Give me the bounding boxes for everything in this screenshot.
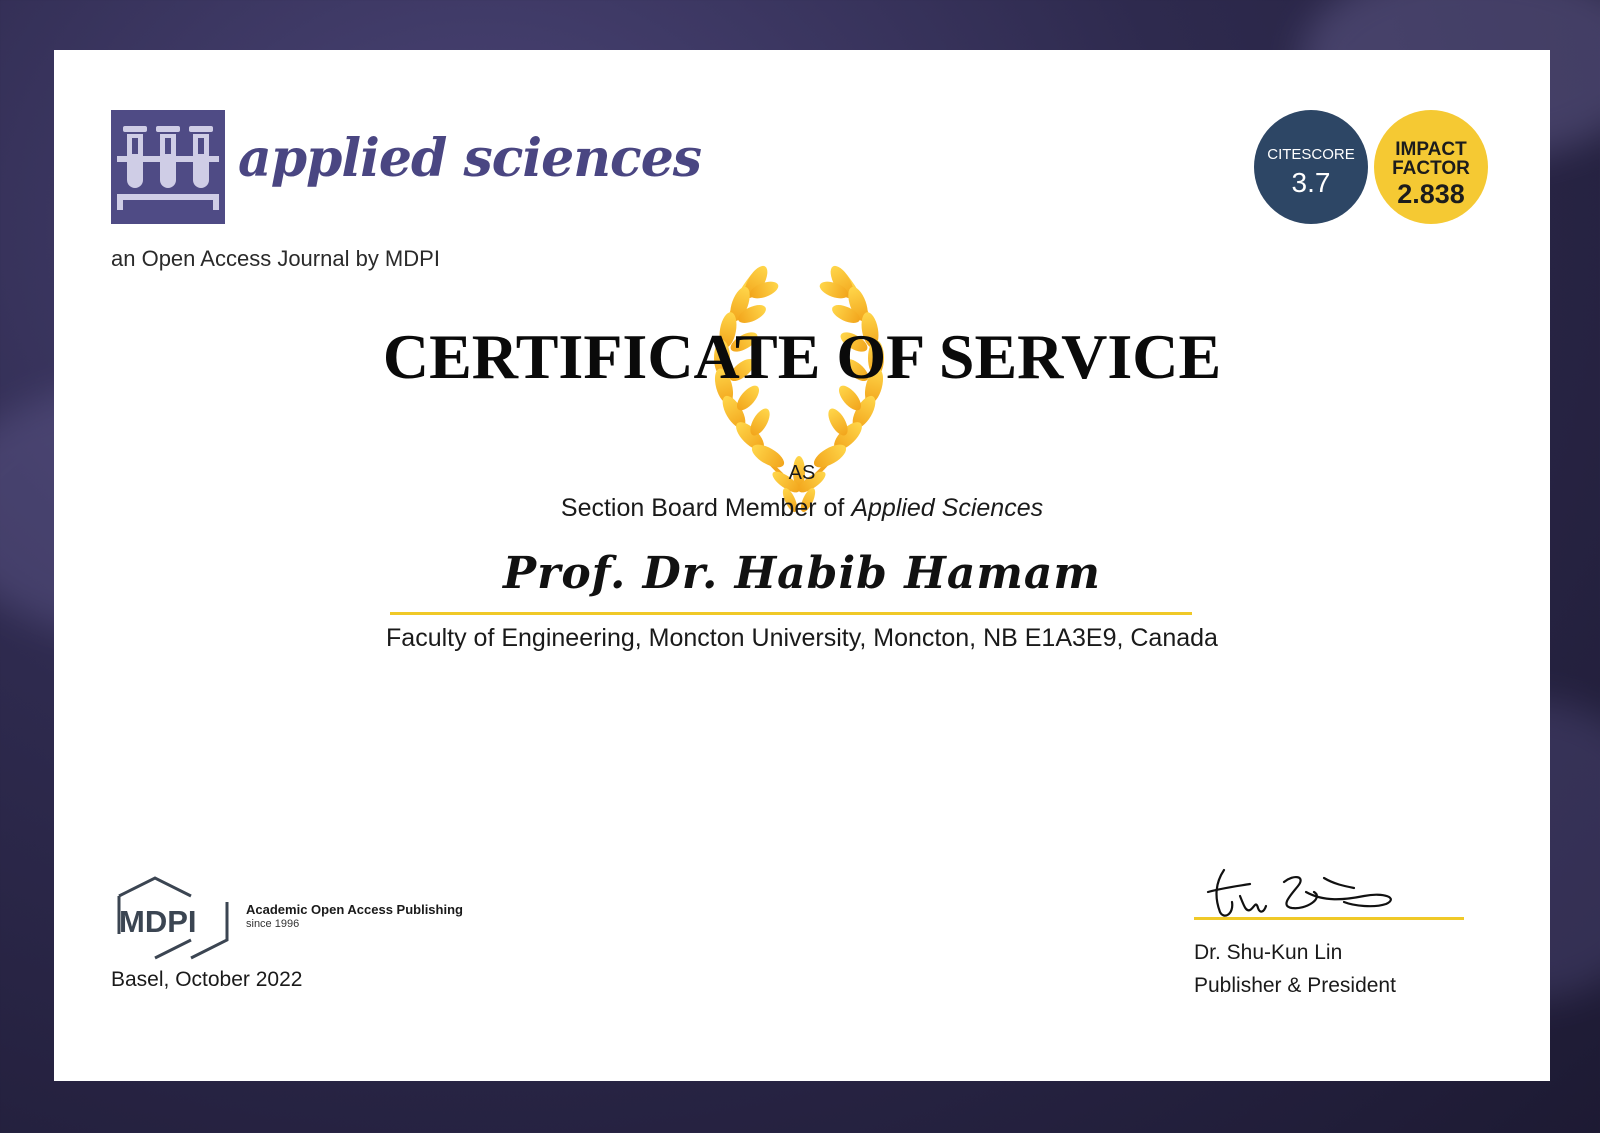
test-tube-rack-icon: [111, 110, 225, 224]
citescore-value: 3.7: [1291, 167, 1331, 198]
journal-logo: [111, 110, 225, 224]
recipient-name: Prof. Dr. Habib Hamam: [503, 548, 1101, 599]
signatory-name: Dr. Shu-Kun Lin: [1194, 941, 1343, 964]
as-label: AS: [788, 462, 816, 484]
mdpi-logo-text: MDPI: [119, 904, 197, 939]
role-prefix: Section Board Member of: [560, 494, 852, 522]
citescore-label: CITESCORE: [1267, 146, 1355, 163]
publisher-tagline: Academic Open Access Publishing: [246, 902, 463, 917]
recipient-affiliation: Faculty of Engineering, Moncton University, Moncton, NB E1A3E9, Canada: [386, 624, 1218, 652]
journal-name: applied sciences: [238, 128, 702, 189]
signatory-block: [1194, 936, 1396, 1002]
place-date: Basel, October 2022: [111, 968, 303, 991]
signatory-title: Publisher & President: [1194, 974, 1396, 997]
role-line: [54, 494, 1550, 523]
journal-subtitle: an Open Access Journal by MDPI: [111, 246, 440, 271]
impact-factor-label: IMPACT FACTOR: [1392, 139, 1470, 179]
name-underline: [390, 612, 1192, 615]
publisher-since: since 1996: [246, 918, 300, 930]
certificate-card: [54, 50, 1550, 1081]
certificate-title: CERTIFICATE OF SERVICE: [382, 321, 1222, 392]
mdpi-logo: [111, 876, 235, 960]
role-journal: Applied Sciences: [851, 494, 1044, 522]
citescore-badge: [1254, 110, 1368, 224]
signature-underline: [1194, 917, 1464, 920]
impact-factor-badge: [1374, 110, 1488, 224]
impact-factor-value: 2.838: [1397, 179, 1465, 209]
